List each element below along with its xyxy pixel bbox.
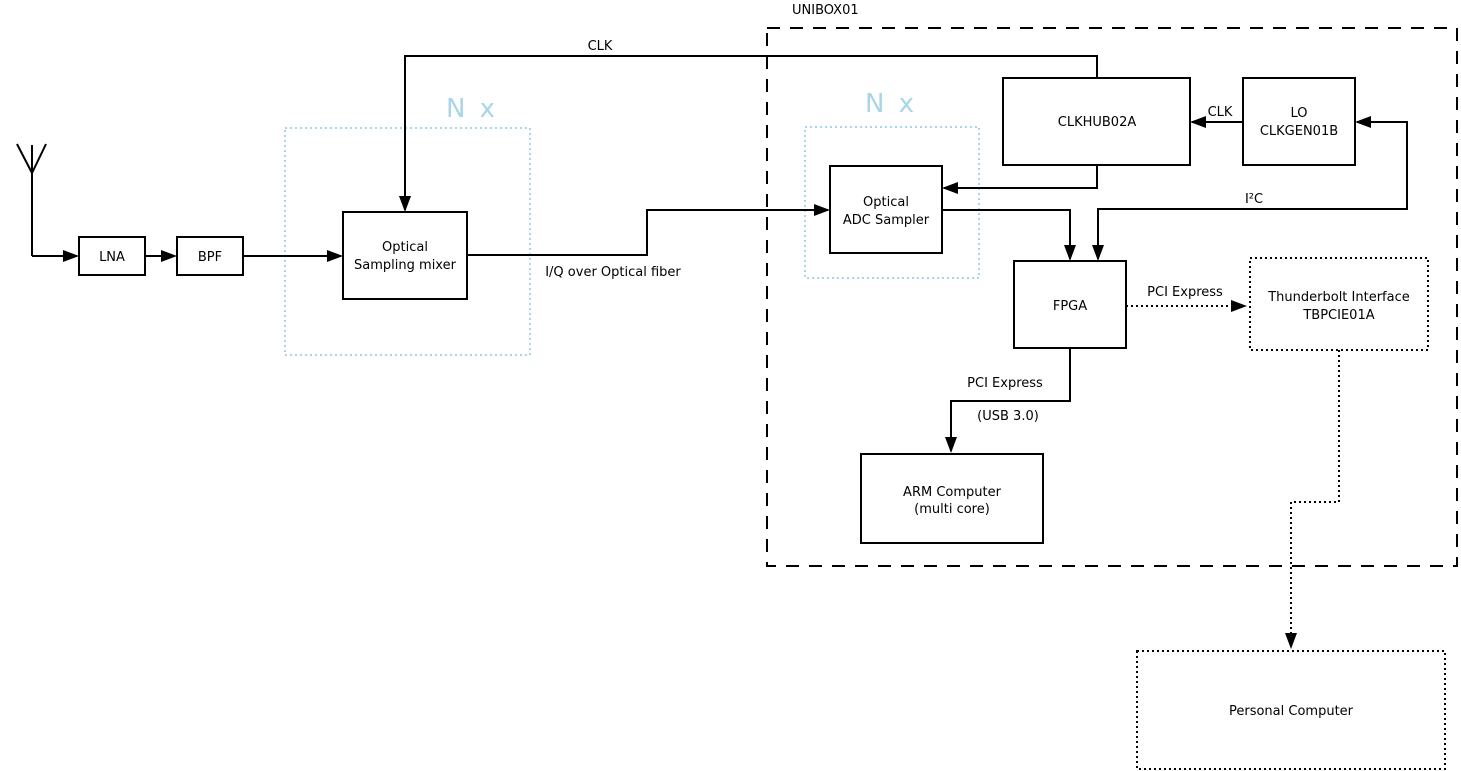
node-thunderbolt-interface	[1250, 258, 1428, 350]
mixer-label-line1: Optical	[382, 240, 428, 255]
adc-label-line2: ADC Sampler	[842, 213, 930, 228]
edge-clkhub-to-adc	[944, 165, 1097, 188]
node-bpf	[177, 237, 243, 275]
nx-right-group-label: N x	[864, 89, 918, 119]
edge-clk-lo-label: CLK	[1207, 105, 1233, 120]
lna-label: LNA	[99, 250, 125, 265]
node-fpga	[1014, 261, 1126, 348]
node-optical-sampling-mixer	[343, 212, 467, 299]
thunderbolt-label-line1: Thunderbolt Interface	[1268, 290, 1410, 305]
thunderbolt-label-line2: TBPCIE01A	[1303, 308, 1375, 323]
node-optical-adc-sampler	[830, 166, 942, 253]
edge-iq-label: I/Q over Optical fiber	[545, 265, 681, 280]
edge-adc-to-fpga	[942, 210, 1070, 259]
pc-label: Personal Computer	[1228, 704, 1354, 719]
edge-pcie-tb-label: PCI Express	[1147, 285, 1223, 300]
edge-clk-to-mixer	[405, 56, 1097, 210]
antenna-symbol	[17, 144, 46, 256]
clkhub-label: CLKHUB02A	[1057, 115, 1137, 130]
bpf-label: BPF	[197, 250, 223, 265]
lo-label-line1: LO	[1290, 106, 1308, 121]
edge-pcie-arm-label: PCI Express	[967, 376, 1043, 391]
mixer-label-line2: Sampling mixer	[354, 258, 456, 273]
unibox01-group-label: UNIBOX01	[792, 3, 859, 18]
edge-i2c-label: I²C	[1244, 192, 1264, 207]
arm-label-line2: (multi core)	[914, 502, 990, 517]
edge-iq-fiber	[467, 210, 828, 255]
edge-usb-label: (USB 3.0)	[977, 409, 1039, 424]
fpga-label: FPGA	[1052, 299, 1088, 314]
mixer-box	[343, 212, 467, 299]
lo-box	[1243, 78, 1355, 165]
node-personal-computer	[1137, 651, 1445, 769]
edge-thunderbolt-to-pc	[1291, 350, 1339, 647]
edge-fpga-to-arm	[951, 348, 1070, 451]
node-lna	[79, 237, 145, 275]
node-clkhub02a	[1003, 78, 1190, 165]
node-arm-computer	[861, 454, 1043, 543]
nx-left-group-label: N x	[445, 94, 499, 124]
arm-label-line1: ARM Computer	[903, 485, 1001, 500]
lo-label-line2: CLKGEN01B	[1259, 124, 1339, 139]
edge-clk-top-label: CLK	[587, 39, 613, 54]
node-lo-clkgen01b	[1243, 78, 1355, 165]
adc-label-line1: Optical	[863, 195, 909, 210]
